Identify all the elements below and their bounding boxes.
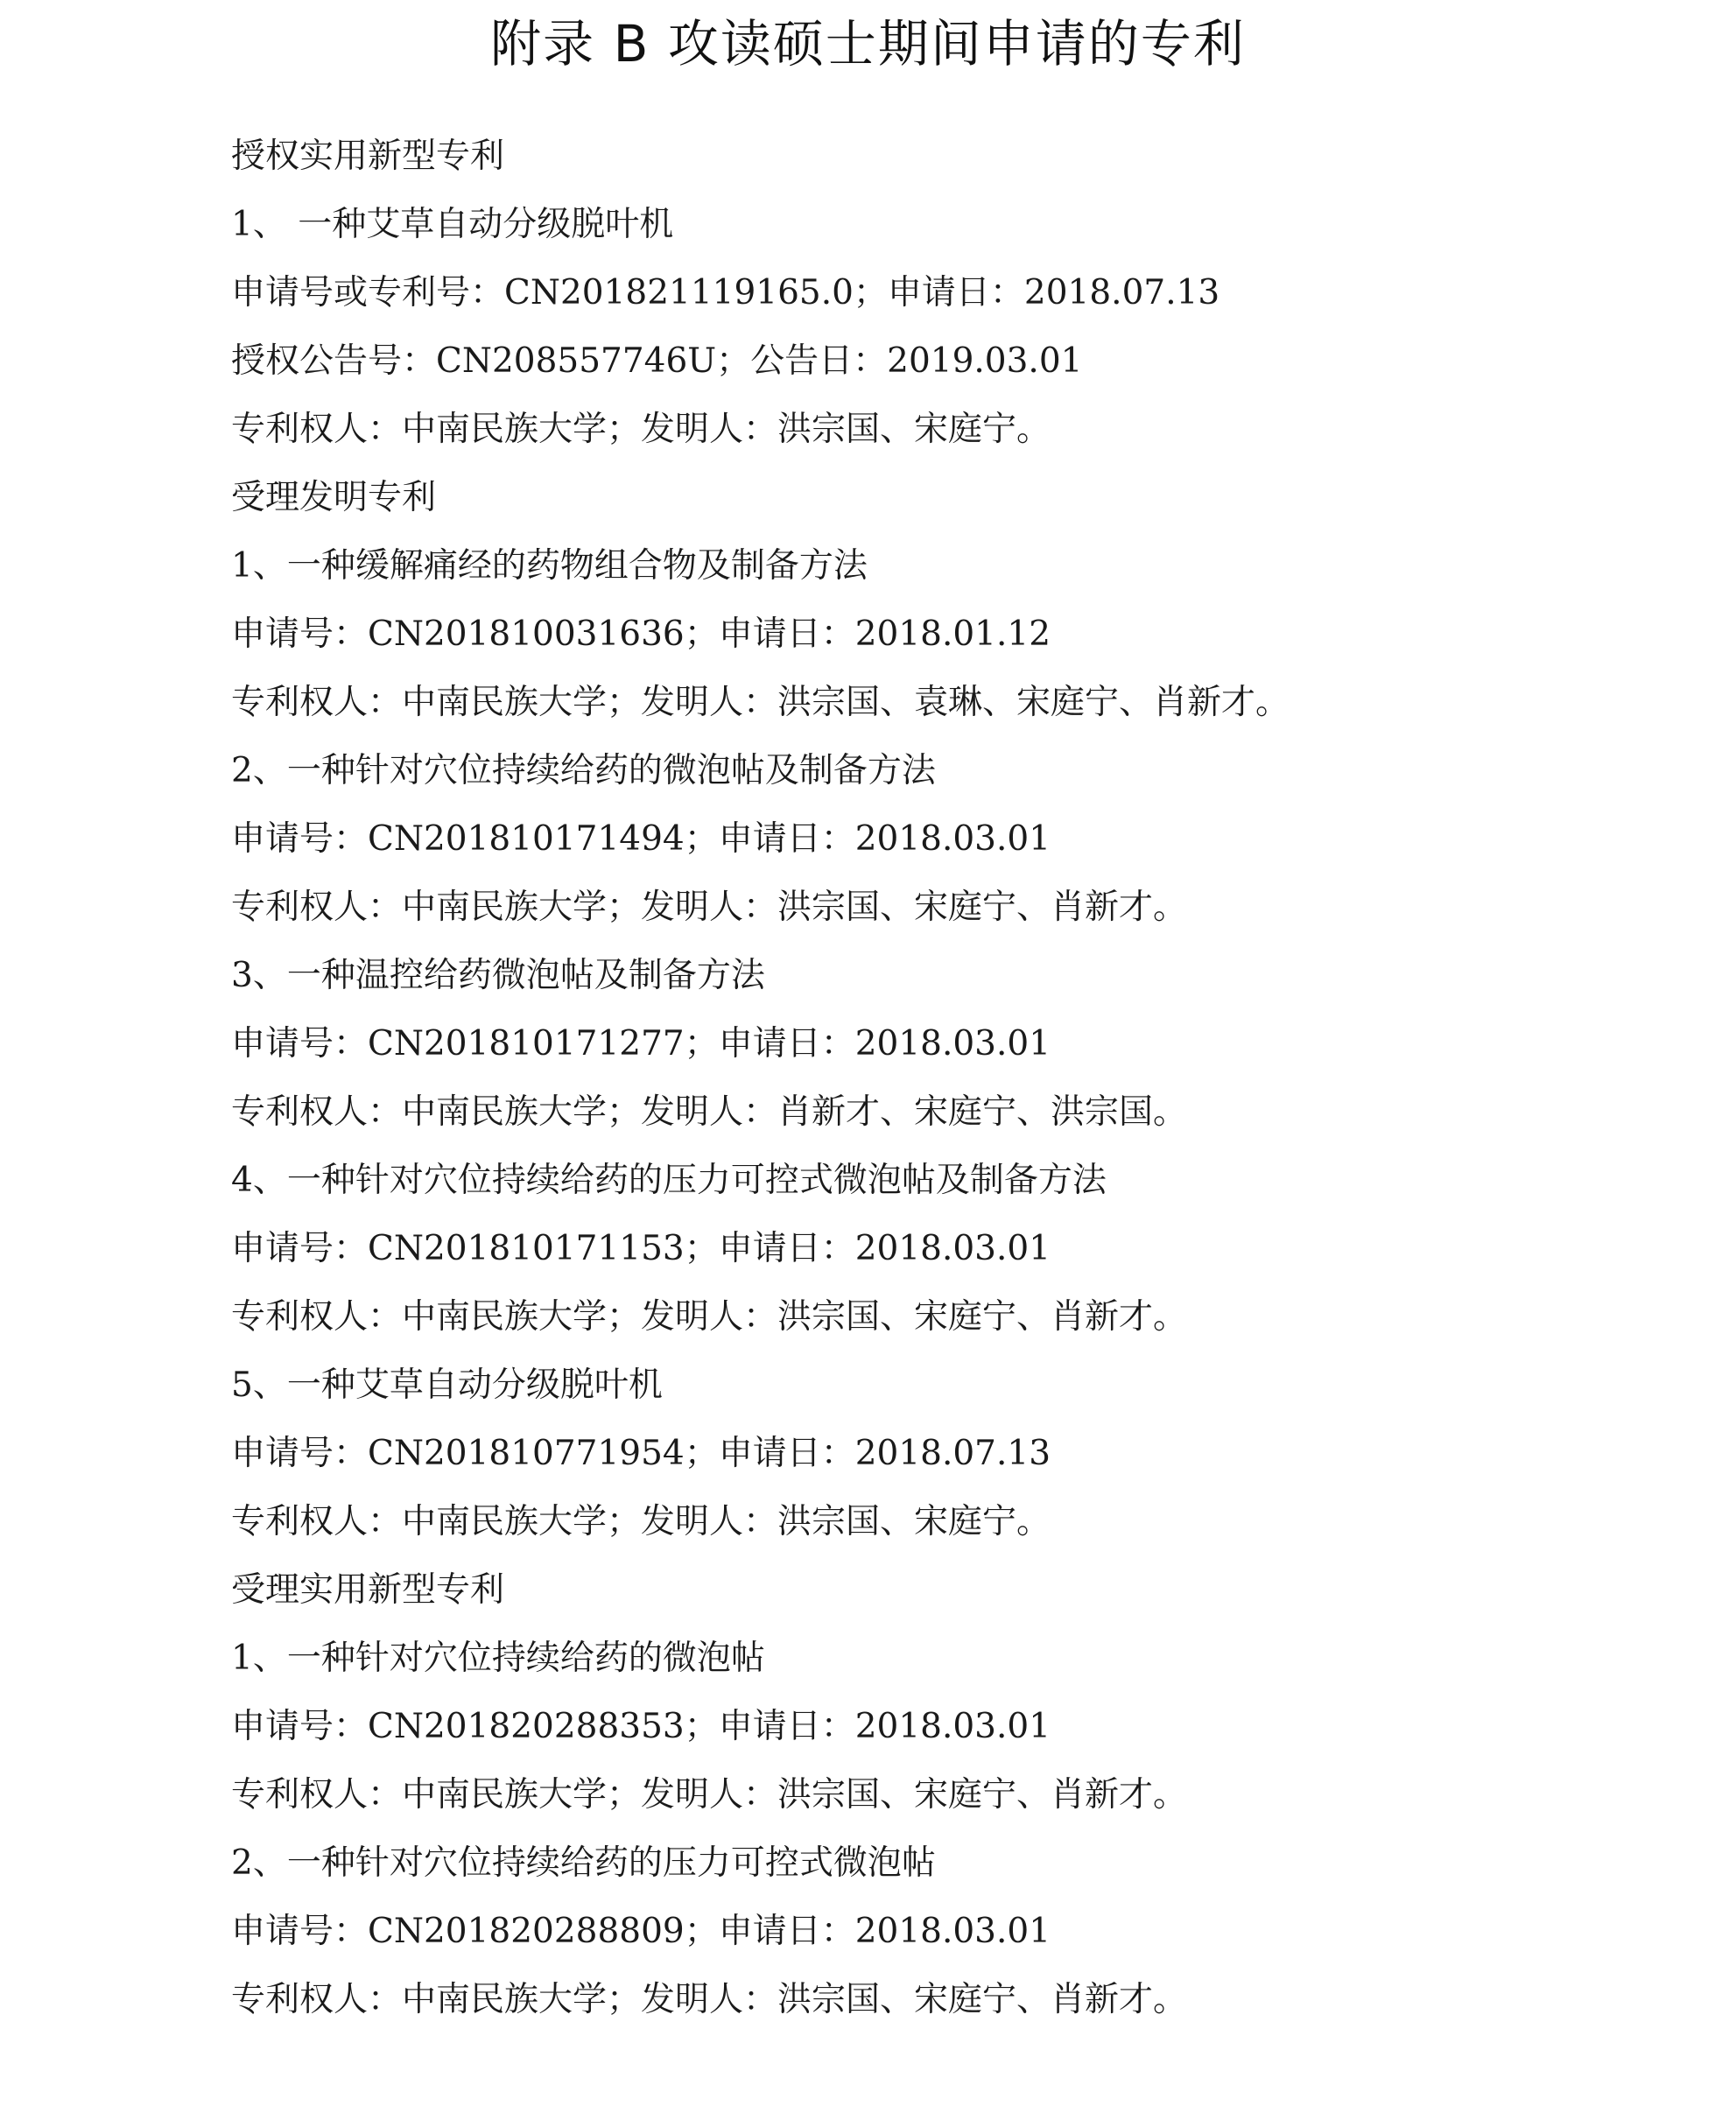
patent-name: 1、一种缓解痛经的药物组合物及制备方法 (231, 546, 868, 586)
patent-name: 1、 一种艾草自动分级脱叶机 (231, 205, 674, 244)
patent-holders: 专利权人：中南民族大学；发明人：洪宗国、宋庭宁。 (231, 410, 1051, 449)
patent-application-info: 申请号：CN201810171277；申请日：2018.03.01 (231, 1024, 1051, 1064)
patent-entry (231, 942, 1667, 1147)
patent-entry (231, 1147, 1667, 1351)
patent-name: 4、一种针对穴位持续给药的压力可控式微泡帖及制备方法 (231, 1161, 1107, 1200)
section-accepted-utility-model (231, 1556, 1667, 2034)
section-granted-utility-model (231, 123, 1667, 464)
patent-entry (231, 1829, 1667, 2034)
section-heading: 受理实用新型专利 (231, 1570, 505, 1610)
patent-application-info: 申请号：CN201810171153；申请日：2018.03.01 (231, 1229, 1051, 1268)
patent-entry (231, 532, 1667, 737)
patent-application-info: 申请号：CN201810031636；申请日：2018.01.12 (231, 614, 1051, 654)
patent-name: 5、一种艾草自动分级脱叶机 (231, 1365, 663, 1405)
page-title: 附录 B 攻读硕士期间申请的专利 (490, 14, 1246, 74)
patent-name: 2、一种针对穴位持续给药的压力可控式微泡帖 (231, 1843, 936, 1883)
patent-application-info: 申请号：CN201820288353；申请日：2018.03.01 (231, 1707, 1051, 1746)
patent-entry (231, 191, 1667, 464)
section-heading: 授权实用新型专利 (231, 137, 505, 176)
patent-holders: 专利权人：中南民族大学；发明人：洪宗国、宋庭宁、肖新才。 (231, 1980, 1188, 2019)
patent-holders: 专利权人：中南民族大学；发明人：洪宗国、宋庭宁。 (231, 1502, 1051, 1541)
patent-application-info: 申请号：CN201810771954；申请日：2018.07.13 (231, 1434, 1051, 1473)
patent-holders: 专利权人：中南民族大学；发明人：洪宗国、宋庭宁、肖新才。 (231, 1775, 1188, 1815)
section-accepted-invention (231, 464, 1667, 1556)
patent-holders: 专利权人：中南民族大学；发明人：肖新才、宋庭宁、洪宗国。 (231, 1092, 1188, 1132)
patent-entry (231, 1351, 1667, 1556)
patent-grant-info: 授权公告号：CN208557746U；公告日：2019.03.01 (231, 341, 1083, 381)
patent-application-info: 申请号或专利号：CN201821119165.0；申请日：2018.07.13 (231, 273, 1220, 312)
patent-holders: 专利权人：中南民族大学；发明人：洪宗国、宋庭宁、肖新才。 (231, 1297, 1188, 1337)
patent-name: 2、一种针对穴位持续给药的微泡帖及制备方法 (231, 751, 936, 790)
patent-name: 3、一种温控给药微泡帖及制备方法 (231, 956, 765, 995)
patent-entry (231, 1625, 1667, 1829)
patent-entry (231, 737, 1667, 942)
patent-application-info: 申请号：CN201810171494；申请日：2018.03.01 (231, 819, 1051, 859)
section-heading: 受理发明专利 (231, 478, 437, 517)
patent-holders: 专利权人：中南民族大学；发明人：洪宗国、宋庭宁、肖新才。 (231, 888, 1188, 927)
patent-application-info: 申请号：CN201820288809；申请日：2018.03.01 (231, 1912, 1051, 1951)
patent-list (231, 123, 1667, 2034)
patent-name: 1、一种针对穴位持续给药的微泡帖 (231, 1639, 765, 1678)
patent-holders: 专利权人：中南民族大学；发明人：洪宗国、袁琳、宋庭宁、肖新才。 (231, 683, 1290, 722)
